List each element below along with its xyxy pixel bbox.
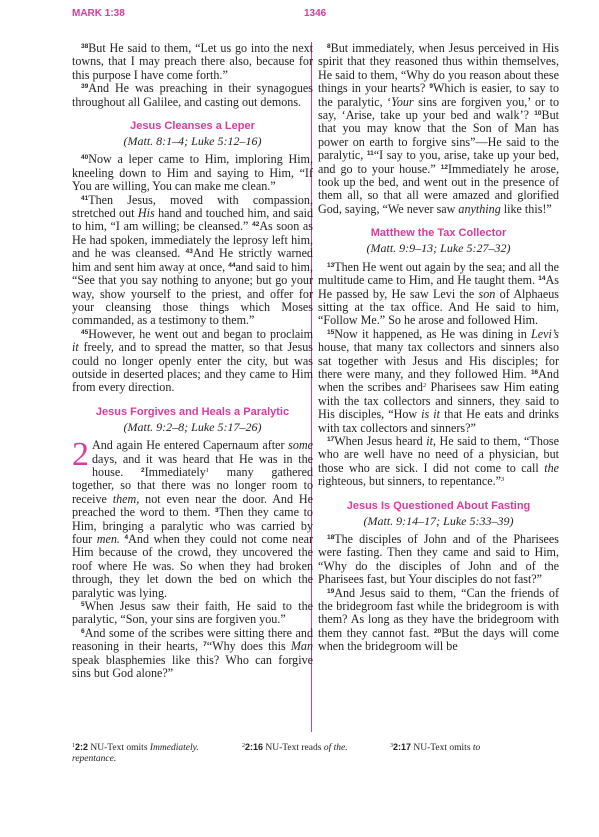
footnote-mark: 3 [390,743,393,749]
verse-number: 14 [538,275,546,283]
verse-text: Immediately [144,464,206,479]
chapter-verse-reference: MARK 1:38 [72,8,125,19]
verse-text: and said to him, “See that you say nothing to anyone; but go your way, show yourself to the priest, and offer for your cleansing those things which Moses commanded, as a testimony to them.” [72,259,313,328]
verse-text: But He said to them, “Let us go into the next towns, that I may preach there also, because for this purpose I have come forth.” [72,41,313,82]
italic-word: is it [421,407,441,422]
footnote-ref: 2:16 [245,742,264,752]
italic-word: them, [112,491,140,506]
footnote-mark: 1 [72,743,75,749]
cross-reference: (Matt. 9:14–17; Luke 5:33–39) [363,513,514,528]
verse-number: 13 [327,261,335,269]
verse-number: 20 [434,627,442,635]
verse-text: However, he went out and began to proclaim [88,326,313,341]
verse-number: 2 [141,466,145,474]
verse-text: speak blasphemies like this? Who can forgive sins but God alone?” [72,652,313,681]
italic-word: son [478,286,496,301]
verse-text: house, that many tax collectors and sinners also sat together with Jesus and His disciples; for there were many, and they followed Him. [318,340,559,381]
footnote-italic: Immediately. [149,743,199,753]
italic-word: it [72,340,79,355]
verse-text: Then He went out again by the sea; and all the multitude came to Him, and He taught them. [318,259,559,288]
verse-number: 5 [81,601,85,609]
verse [72,194,313,328]
verse-text: As He passed by, He saw Levi the [318,273,559,301]
footnote-italic: of the. [323,743,348,753]
verse-text: And again He entered Capernaum after [92,438,289,453]
footnote-text: NU-Text omits [88,743,150,753]
footnote-marker: 2 [422,382,427,390]
right-column [318,42,559,654]
verse [72,328,313,395]
verse-number: 43 [185,248,193,256]
chapter-number: 2 [72,436,89,474]
verse [72,627,313,681]
footnote [72,741,199,765]
section-heading: Jesus Cleanses a Leper [130,120,255,133]
verse-text: hand and touched him, and said to him, “I am willing; be cleansed.” [72,206,313,234]
verse-text: Now it happened, as He was dining in [334,326,531,341]
footnote-marker: 3 [501,476,505,484]
verse [318,261,559,328]
footnote-text: NU-Text reads [263,743,324,753]
verse-number: 10 [534,110,542,118]
verse-text: But immediately, when Jesus perceived in His spirit that they reasoned thus within themselves, He said to them, “Why do you reason about these things in your hearts? [318,41,559,96]
verse-number: 39 [81,83,89,91]
verse-text: that He eats and drinks with tax collectors and sinners?” [318,407,559,435]
section-heading: Jesus Forgives and Heals a Paralytic [95,405,290,418]
verse-text: Which is easier, to say to the paralytic, ‘ [318,81,559,109]
verse-number: 7 [203,641,207,649]
italic-word: Your [391,94,414,109]
verse-text: Now a leper came to Him, imploring Him, kneeling down to Him and saying to Him, “If You are willing, You can make me clean.” [72,152,313,194]
verse-number: 9 [429,83,434,91]
footnote-continuation: repentance. [72,754,117,764]
footnote-italic: to [472,743,481,753]
footnote-mark: 2 [242,743,245,749]
running-header [72,8,569,26]
verse-text: Then they came to Him, bringing a paralytic who was carried by four [72,505,313,546]
footnote [390,741,480,754]
verse-number: 38 [81,43,89,50]
verse [318,435,559,489]
verse-text: And He was preaching in their synagogues throughout all Galilee, and casting out demons. [72,81,313,109]
italic-word: Man [290,639,313,654]
italic-word: His [137,206,155,221]
cross-reference: (Matt. 9:2–8; Luke 5:17–26) [123,419,262,434]
italic-word: Levi’s [531,326,559,341]
verse-number: 8 [327,43,331,50]
verse-text: Pharisees saw Him eating with the tax collectors and sinners, they said to His disciples, “How [318,380,559,422]
verse-text: “Why does this [206,639,291,654]
verse-text: But the days will come when the bridegroom will be [318,625,559,654]
italic-word: the [544,460,559,475]
italic-word: some [288,438,313,453]
footnote-text: NU-Text omits [411,743,473,753]
verse-text: not even near the door. And He preached the word to them. [72,491,313,520]
verse-number: 19 [327,587,335,595]
verse-text: righteous, but sinners, to repentance.” [318,474,502,489]
chapter-opening [72,436,313,600]
verse-text: But that you may know that the Son of Man has power on earth to forgive sins”—He said to the paralytic, [318,108,559,163]
verse-number: 16 [530,368,539,376]
verse-text: of Alphaeus sitting at the tax office. And He said to him, “Follow Me.” So he arose and followed Him. [318,286,559,328]
verse-text: The disciples of John and of the Pharisees were fasting. Then they came and said to Him, “Why do the disciples of John and of the Pharisees fast, but Your disciples do not fast?” [318,532,559,587]
verse-text: Immediately he arose, took up the bed, and went out in the presence of them all, so that all were amazed and glorified God, saying, “We never saw [318,161,559,216]
verse-number: 45 [81,328,89,336]
footnote [242,741,348,754]
verse-text: And some of the scribes were sitting there and reasoning in their hearts, [72,625,313,654]
verse-text: And Jesus said to them, “Can the friends of the bridegroom fast while the bridegroom is with them? As long as they have the bridegroom with them they cannot fast. [318,585,559,640]
verse-text: When Jesus saw their faith, He said to the paralytic, “Son, your sins are forgiven you.” [72,599,313,627]
verse [318,42,559,216]
italic-word: anything [458,201,501,216]
verse-text: When Jesus heard [334,433,427,448]
verse-text: As soon as He had spoken, immediately the leprosy left him, and he was cleansed. [72,219,313,261]
section-heading: Matthew the Tax Collector [370,227,507,240]
verse-text: And He strictly warned him and sent him away at once, [72,246,313,274]
verse-number: 11 [366,150,374,158]
verse [318,587,559,654]
verse-text: Then Jesus, moved with compassion, stretched out [72,192,313,221]
verse-number: 41 [81,194,89,202]
cross-reference: (Matt. 9:9–13; Luke 5:27–32) [366,241,511,256]
footnote-ref: 2:2 [75,742,89,752]
verse-text: many gathered together, so that there was no longer room to receive [72,464,313,506]
verse-number: 44 [228,261,236,269]
left-column [72,42,313,680]
cross-reference: (Matt. 8:1–4; Luke 5:12–16) [123,134,262,149]
verse [72,153,313,193]
verse-text: sins are forgiven you,’ or to say, ‘Arise, take up your bed and walk’? [318,94,559,123]
verse [72,600,313,627]
footnote-marker: 1 [205,466,209,474]
italic-word: it, [426,433,436,448]
verse-number: 17 [327,435,335,443]
verse-text: days, and it was heard that He was in the house. [92,451,313,479]
verse-text: He said to them, “Those who are well have no need of a physician, but those who are sick. I did not come to call [318,433,559,475]
verse-text: freely, and to spread the matter, so that Jesus could no longer openly enter the city, but was outside in deserted places; and they came to Him from every direction. [72,340,313,395]
verse-number: 6 [81,627,85,635]
verse-number: 15 [327,328,335,336]
verse-text: And when the scribes and [318,366,559,395]
verse-number: 42 [252,221,260,229]
verse [318,328,559,435]
verse-number: 18 [327,534,335,541]
page-number: 1346 [304,8,327,19]
italic-word: men. [96,532,120,546]
verse [318,533,559,587]
verse-text: And when they could not come near Him because of the crowd, they uncovered the roof where He was. So when they had broken through, they let down the bed on which the paralytic was lying. [72,532,313,600]
verse-text: like this!” [500,201,552,216]
footnote-ref: 2:17 [393,742,412,752]
verse [72,42,313,82]
verse-number: 40 [81,154,89,162]
section-heading: Jesus Is Questioned About Fasting [346,499,531,512]
verse [72,82,313,109]
verse-number: 12 [440,163,448,171]
verse-number: 3 [214,507,219,515]
verse-text: “I say to you, arise, take up your bed, and go to your house.” [318,148,559,176]
verse-number: 4 [124,534,129,541]
